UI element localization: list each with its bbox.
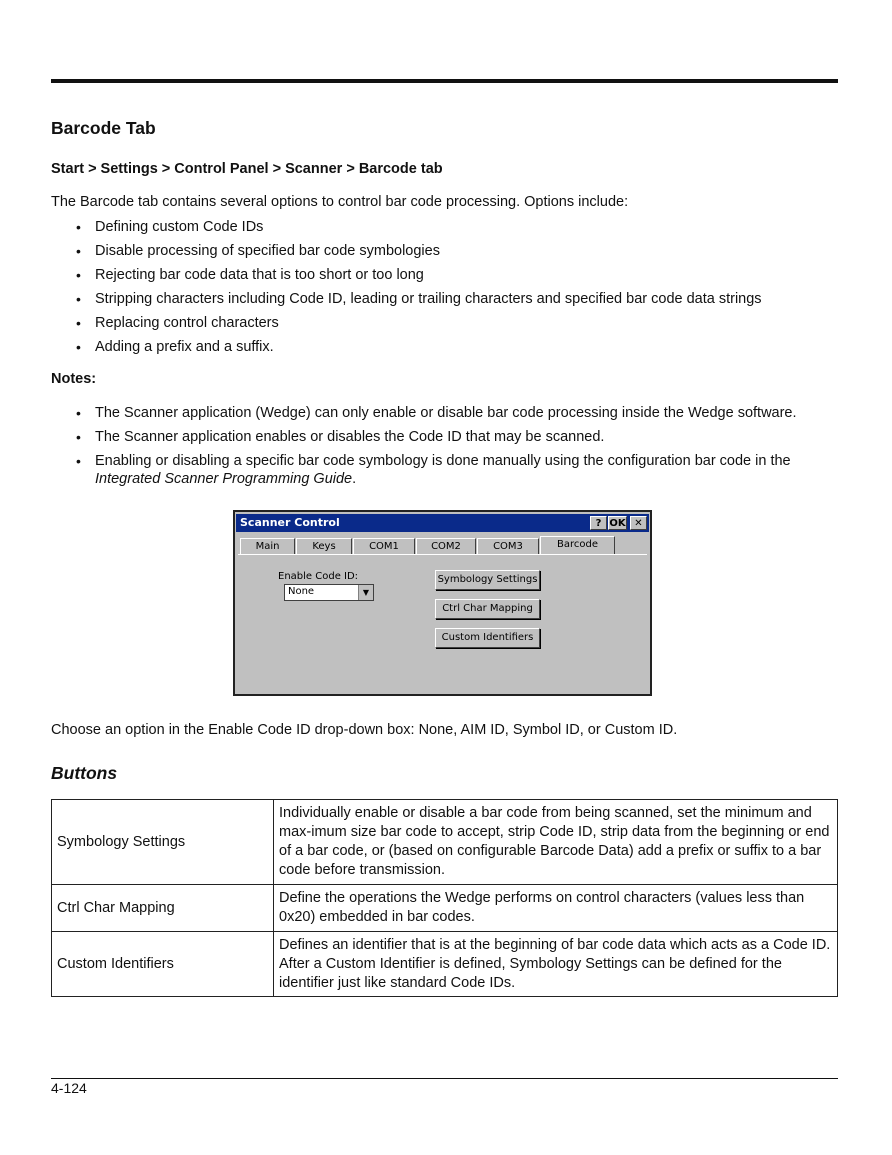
enable-code-id-value: None [288, 586, 315, 597]
ctrl-char-mapping-button[interactable]: Ctrl Char Mapping [435, 599, 540, 619]
buttons-heading: Buttons [51, 763, 118, 783]
scanner-control-dialog [233, 510, 652, 696]
table-row [52, 885, 838, 932]
dialog-body [238, 554, 647, 691]
notes-list [51, 404, 838, 494]
tab-com1[interactable]: COM1 [353, 538, 415, 554]
choose-paragraph: Choose an option in the Enable Code ID drop-down box: None, AIM ID, Symbol ID, or Custom ID. [51, 722, 678, 738]
table-row [52, 932, 838, 997]
page-number: 4-124 [51, 1080, 87, 1096]
list-item: • Replacing control characters [51, 314, 838, 338]
tab-barcode[interactable]: Barcode [540, 536, 615, 555]
buttons-table [51, 799, 838, 997]
table-row [52, 800, 838, 885]
button-name-cell: Custom Identifiers [52, 932, 274, 997]
list-item: • Stripping characters including Code ID, leading or trailing characters and specified bar code data strings [51, 290, 838, 314]
custom-identifiers-button[interactable]: Custom Identifiers [435, 628, 540, 648]
bottom-rule [51, 1078, 838, 1079]
enable-code-id-select[interactable] [284, 584, 374, 601]
dialog-title: Scanner Control [240, 516, 340, 529]
symbology-settings-button[interactable]: Symbology Settings [435, 570, 540, 590]
enable-code-id-label: Enable Code ID: [278, 571, 359, 582]
button-description-cell: Individually enable or disable a bar code from being scanned, set the minimum and max-imum size bar code to accept, strip Code ID, strip data from the beginning or end of a bar code, or (based on configurable Barcode Data) add a prefix or suffix to a bar code before transmission. [274, 800, 838, 885]
top-rule [51, 79, 838, 83]
list-item: • The Scanner application (Wedge) can only enable or disable bar code processing inside the Wedge software. [51, 404, 838, 422]
button-name-cell: Symbology Settings [52, 800, 274, 885]
list-item: • Adding a prefix and a suffix. [51, 338, 838, 362]
button-description-cell: Defines an identifier that is at the beginning of bar code data which acts as a Code ID. After a Custom Identifier is defined, Symbology Settings can be defined for the identifier just like standard Code IDs. [274, 932, 838, 997]
note-text: Enabling or disabling a specific bar code symbology is done manually using the configuration bar code in the [95, 453, 791, 469]
close-button[interactable]: ✕ [630, 516, 647, 530]
guide-title: Integrated Scanner Programming Guide [95, 471, 353, 487]
tab-com2[interactable]: COM2 [416, 538, 476, 554]
dialog-titlebar [236, 514, 649, 532]
list-item [51, 452, 838, 488]
list-item: • The Scanner application enables or disables the Code ID that may be scanned. [51, 428, 838, 446]
button-description-cell: Define the operations the Wedge performs on control characters (values less than 0x20) embedded in bar codes. [274, 885, 838, 932]
note-text-end: . [352, 471, 357, 487]
list-item: • Rejecting bar code data that is too short or too long [51, 266, 838, 290]
breadcrumb: Start > Settings > Control Panel > Scanner > Barcode tab [51, 161, 443, 177]
options-list [51, 218, 838, 362]
ok-button[interactable]: OK [609, 518, 626, 529]
tab-com3[interactable]: COM3 [477, 538, 539, 554]
tab-keys[interactable]: Keys [296, 538, 352, 554]
list-item: • Defining custom Code IDs [51, 218, 838, 242]
dropdown-arrow-icon[interactable]: ▼ [358, 585, 373, 600]
section-title: Barcode Tab [51, 118, 156, 138]
dialog-tabs [238, 536, 647, 554]
button-name-cell: Ctrl Char Mapping [52, 885, 274, 932]
notes-label: Notes: [51, 371, 97, 387]
intro-paragraph: The Barcode tab contains several options to control bar code processing. Options include: [51, 194, 629, 210]
list-item: • Disable processing of specified bar code symbologies [51, 242, 838, 266]
tab-main[interactable]: Main [240, 538, 295, 554]
help-button[interactable]: ? [590, 516, 607, 530]
